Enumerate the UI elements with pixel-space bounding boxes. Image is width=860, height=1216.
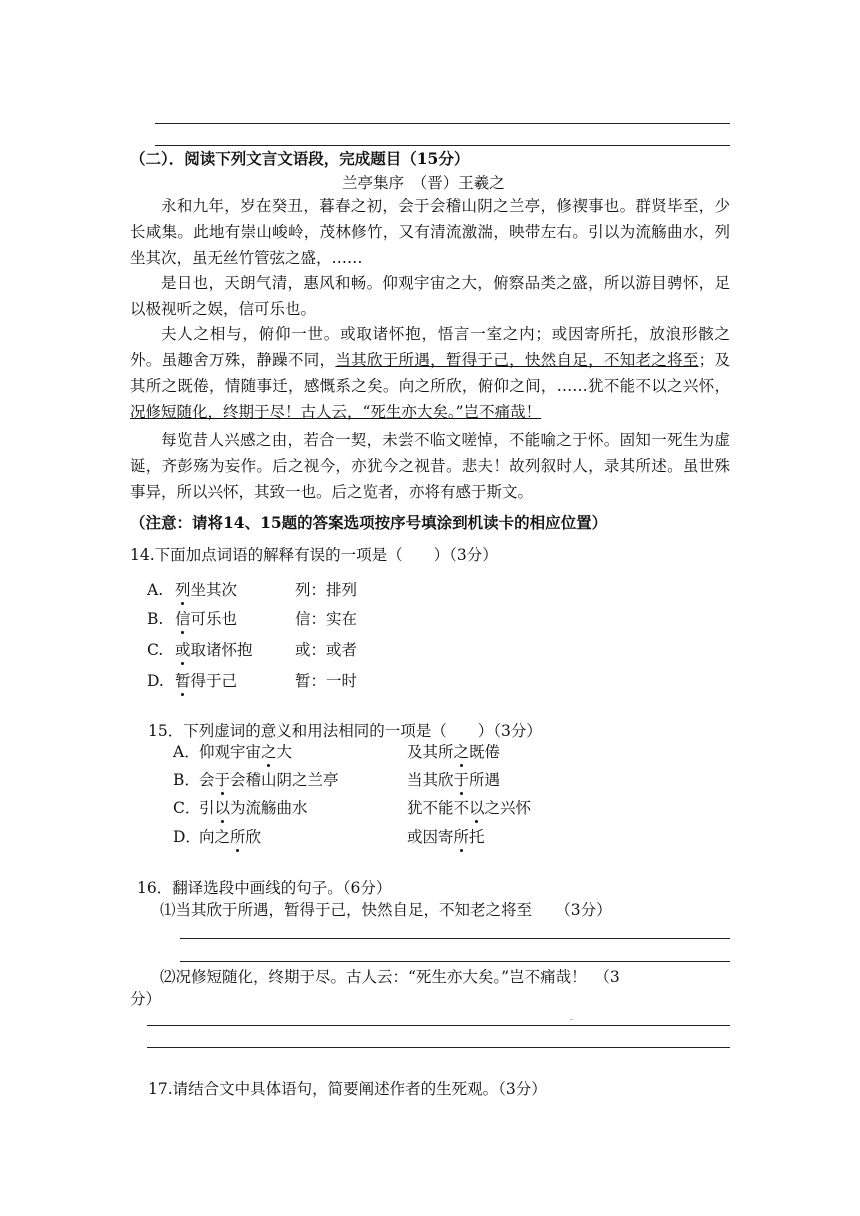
- option-explanation: 列：排列: [295, 581, 358, 599]
- phrase-text: 所遇: [469, 771, 501, 789]
- option-left-phrase: [199, 741, 407, 763]
- dotted-char: 于: [214, 771, 231, 789]
- answer-line[interactable]: [155, 145, 730, 146]
- phrase-text: 向之: [199, 828, 231, 846]
- question-16-sentence-1: ⑴当其欣于所遇，暂得于己，快然自足，不知老之将至 （3分）: [160, 901, 612, 919]
- dotted-char: 之: [261, 743, 277, 761]
- phrase-text: 引: [199, 799, 215, 817]
- option-row[interactable]: [147, 608, 357, 630]
- dotted-char: 列: [175, 581, 191, 599]
- phrase-text: 之兴怀: [484, 799, 532, 817]
- option-phrase: [175, 670, 295, 692]
- phrase-text: 得于己: [190, 672, 238, 690]
- option-label: C．: [173, 799, 201, 817]
- option-left-phrase: [199, 769, 407, 791]
- phrase-text: 会稽山阴之兰亭: [230, 771, 339, 789]
- question-15-stem: 15．下列虚词的意义和用法相同的一项是（ ）（3分）: [148, 722, 542, 740]
- option-label: A．: [173, 743, 200, 761]
- option-label: B．: [173, 771, 200, 789]
- option-row[interactable]: [173, 741, 500, 763]
- question-16-stem: 16．翻译选段中画线的句子。（6分）: [137, 879, 392, 897]
- question-17-stem: 17.请结合文中具体语句，简要阐述作者的生死观。（3分）: [148, 1080, 547, 1098]
- passage-paragraph-1: 永和九年，岁在癸丑，暮春之初，会于会稽山阴之兰亭，修禊事也。群贤毕至，少长咸集。此地有崇山峻岭，茂林修竹，又有清流激湍，映带左右。引以为流觞曲水，列坐其次，虽无丝竹管弦之盛，……: [130, 197, 730, 267]
- passage-paragraph-3: [130, 321, 730, 425]
- answer-line[interactable]: [147, 1025, 730, 1026]
- option-right-phrase: [407, 769, 500, 791]
- option-right-phrase: [407, 797, 531, 819]
- dotted-char: 之: [453, 743, 470, 761]
- option-label: C.: [147, 641, 164, 659]
- option-row[interactable]: [173, 826, 485, 848]
- option-row[interactable]: [147, 639, 357, 661]
- phrase-text: 为流觞曲水: [230, 799, 308, 817]
- option-row[interactable]: [173, 797, 531, 819]
- stray-mark: [570, 1019, 573, 1020]
- passage-text: ；及其所之既倦，情随事迁，感慨系之矣。向之所欣，俯仰之间，……犹不能不以之兴怀，: [130, 351, 730, 395]
- dotted-char: 以: [214, 799, 231, 817]
- dotted-char: 所: [230, 828, 246, 846]
- underlined-sentence-2: 况修短随化，终期于尽！古人云，“死生亦大矣。”岂不痛哉！: [130, 403, 542, 421]
- dotted-char: 信: [175, 610, 191, 628]
- option-row[interactable]: [173, 769, 500, 791]
- phrase-text: 托: [469, 828, 485, 846]
- option-right-phrase: [407, 741, 500, 763]
- phrase-text: 或因寄: [407, 828, 454, 846]
- option-explanation: 暂：一时: [295, 672, 358, 690]
- answer-line[interactable]: [180, 938, 730, 939]
- phrase-text: 仰观宇宙: [199, 743, 262, 761]
- option-label: A.: [147, 581, 164, 599]
- phrase-text: 取诸怀抱: [190, 641, 253, 659]
- passage-paragraph-4: 每览昔人兴感之由，若合一契，未尝不临文嗟悼，不能喻之于怀。固知一死生为虚诞，齐彭殇为妄作。后之视今，亦犹今之视昔。悲夫！故列叙时人，录其所述。虽世殊事异，所以兴怀，其致一也。后之览者，亦将有感于斯文。: [130, 431, 730, 501]
- option-left-phrase: [199, 826, 407, 848]
- question-14-stem: 14.下面加点词语的解释有误的一项是（ ）（3分）: [130, 546, 498, 564]
- phrase-text: 及其所: [407, 743, 454, 761]
- passage-title: 兰亭集序 （晋）王羲之: [342, 174, 505, 192]
- dotted-char: 或: [175, 641, 191, 659]
- answer-note: （注意：请将14、15题的答案选项按序号填涂到机读卡的相应位置）: [130, 513, 608, 532]
- phrase-text: 大: [276, 743, 293, 761]
- option-explanation: 或：或者: [295, 641, 358, 659]
- phrase-text: 当其欣: [407, 771, 454, 789]
- option-row[interactable]: [147, 670, 357, 692]
- underlined-sentence-1: 当其欣于所遇，暂得于己，快然自足，不知老之将至: [335, 351, 699, 369]
- option-phrase: [175, 608, 295, 630]
- dotted-char: 以: [469, 799, 485, 817]
- dotted-char: 暂: [175, 672, 191, 690]
- phrase-text: 犹不能不: [407, 799, 470, 817]
- phrase-text: 坐其次: [190, 581, 238, 599]
- option-label: B.: [147, 610, 164, 628]
- passage-paragraph-2: 是日也，天朗气清，惠风和畅。仰观宇宙之大，俯察品类之盛，所以游目骋怀，足以极视听之娱，信可乐也。: [130, 274, 730, 318]
- answer-line[interactable]: [155, 123, 730, 124]
- option-label: D.: [147, 672, 164, 690]
- question-16-sentence-2: ⑵况修短随化，终期于尽。古人云：“死生亦大矣。”岂不痛哉！ （3: [160, 968, 620, 986]
- option-explanation: 信：实在: [295, 610, 358, 628]
- phrase-text: 可乐也: [190, 610, 238, 628]
- question-16-sentence-2-cont: 分）: [130, 990, 162, 1008]
- phrase-text: 欣: [245, 828, 262, 846]
- option-phrase: [175, 579, 295, 601]
- phrase-text: 既倦: [469, 743, 501, 761]
- option-label: D．: [173, 828, 201, 846]
- answer-line[interactable]: [147, 1047, 730, 1048]
- option-row[interactable]: [147, 579, 357, 601]
- phrase-text: 会: [199, 771, 215, 789]
- dotted-char: 所: [453, 828, 470, 846]
- option-phrase: [175, 639, 295, 661]
- passage-text: 夫人之相与，俯仰一世。或取诸怀抱，悟言一室之内；或因寄所托，放浪形骸之外。虽趣舍万殊，静躁不同，: [130, 325, 730, 369]
- answer-line[interactable]: [180, 961, 730, 962]
- section-heading: （二）．阅读下列文言文语段，完成题目（15分）: [130, 149, 470, 168]
- option-right-phrase: [407, 826, 485, 848]
- option-left-phrase: [199, 797, 407, 819]
- dotted-char: 于: [453, 771, 470, 789]
